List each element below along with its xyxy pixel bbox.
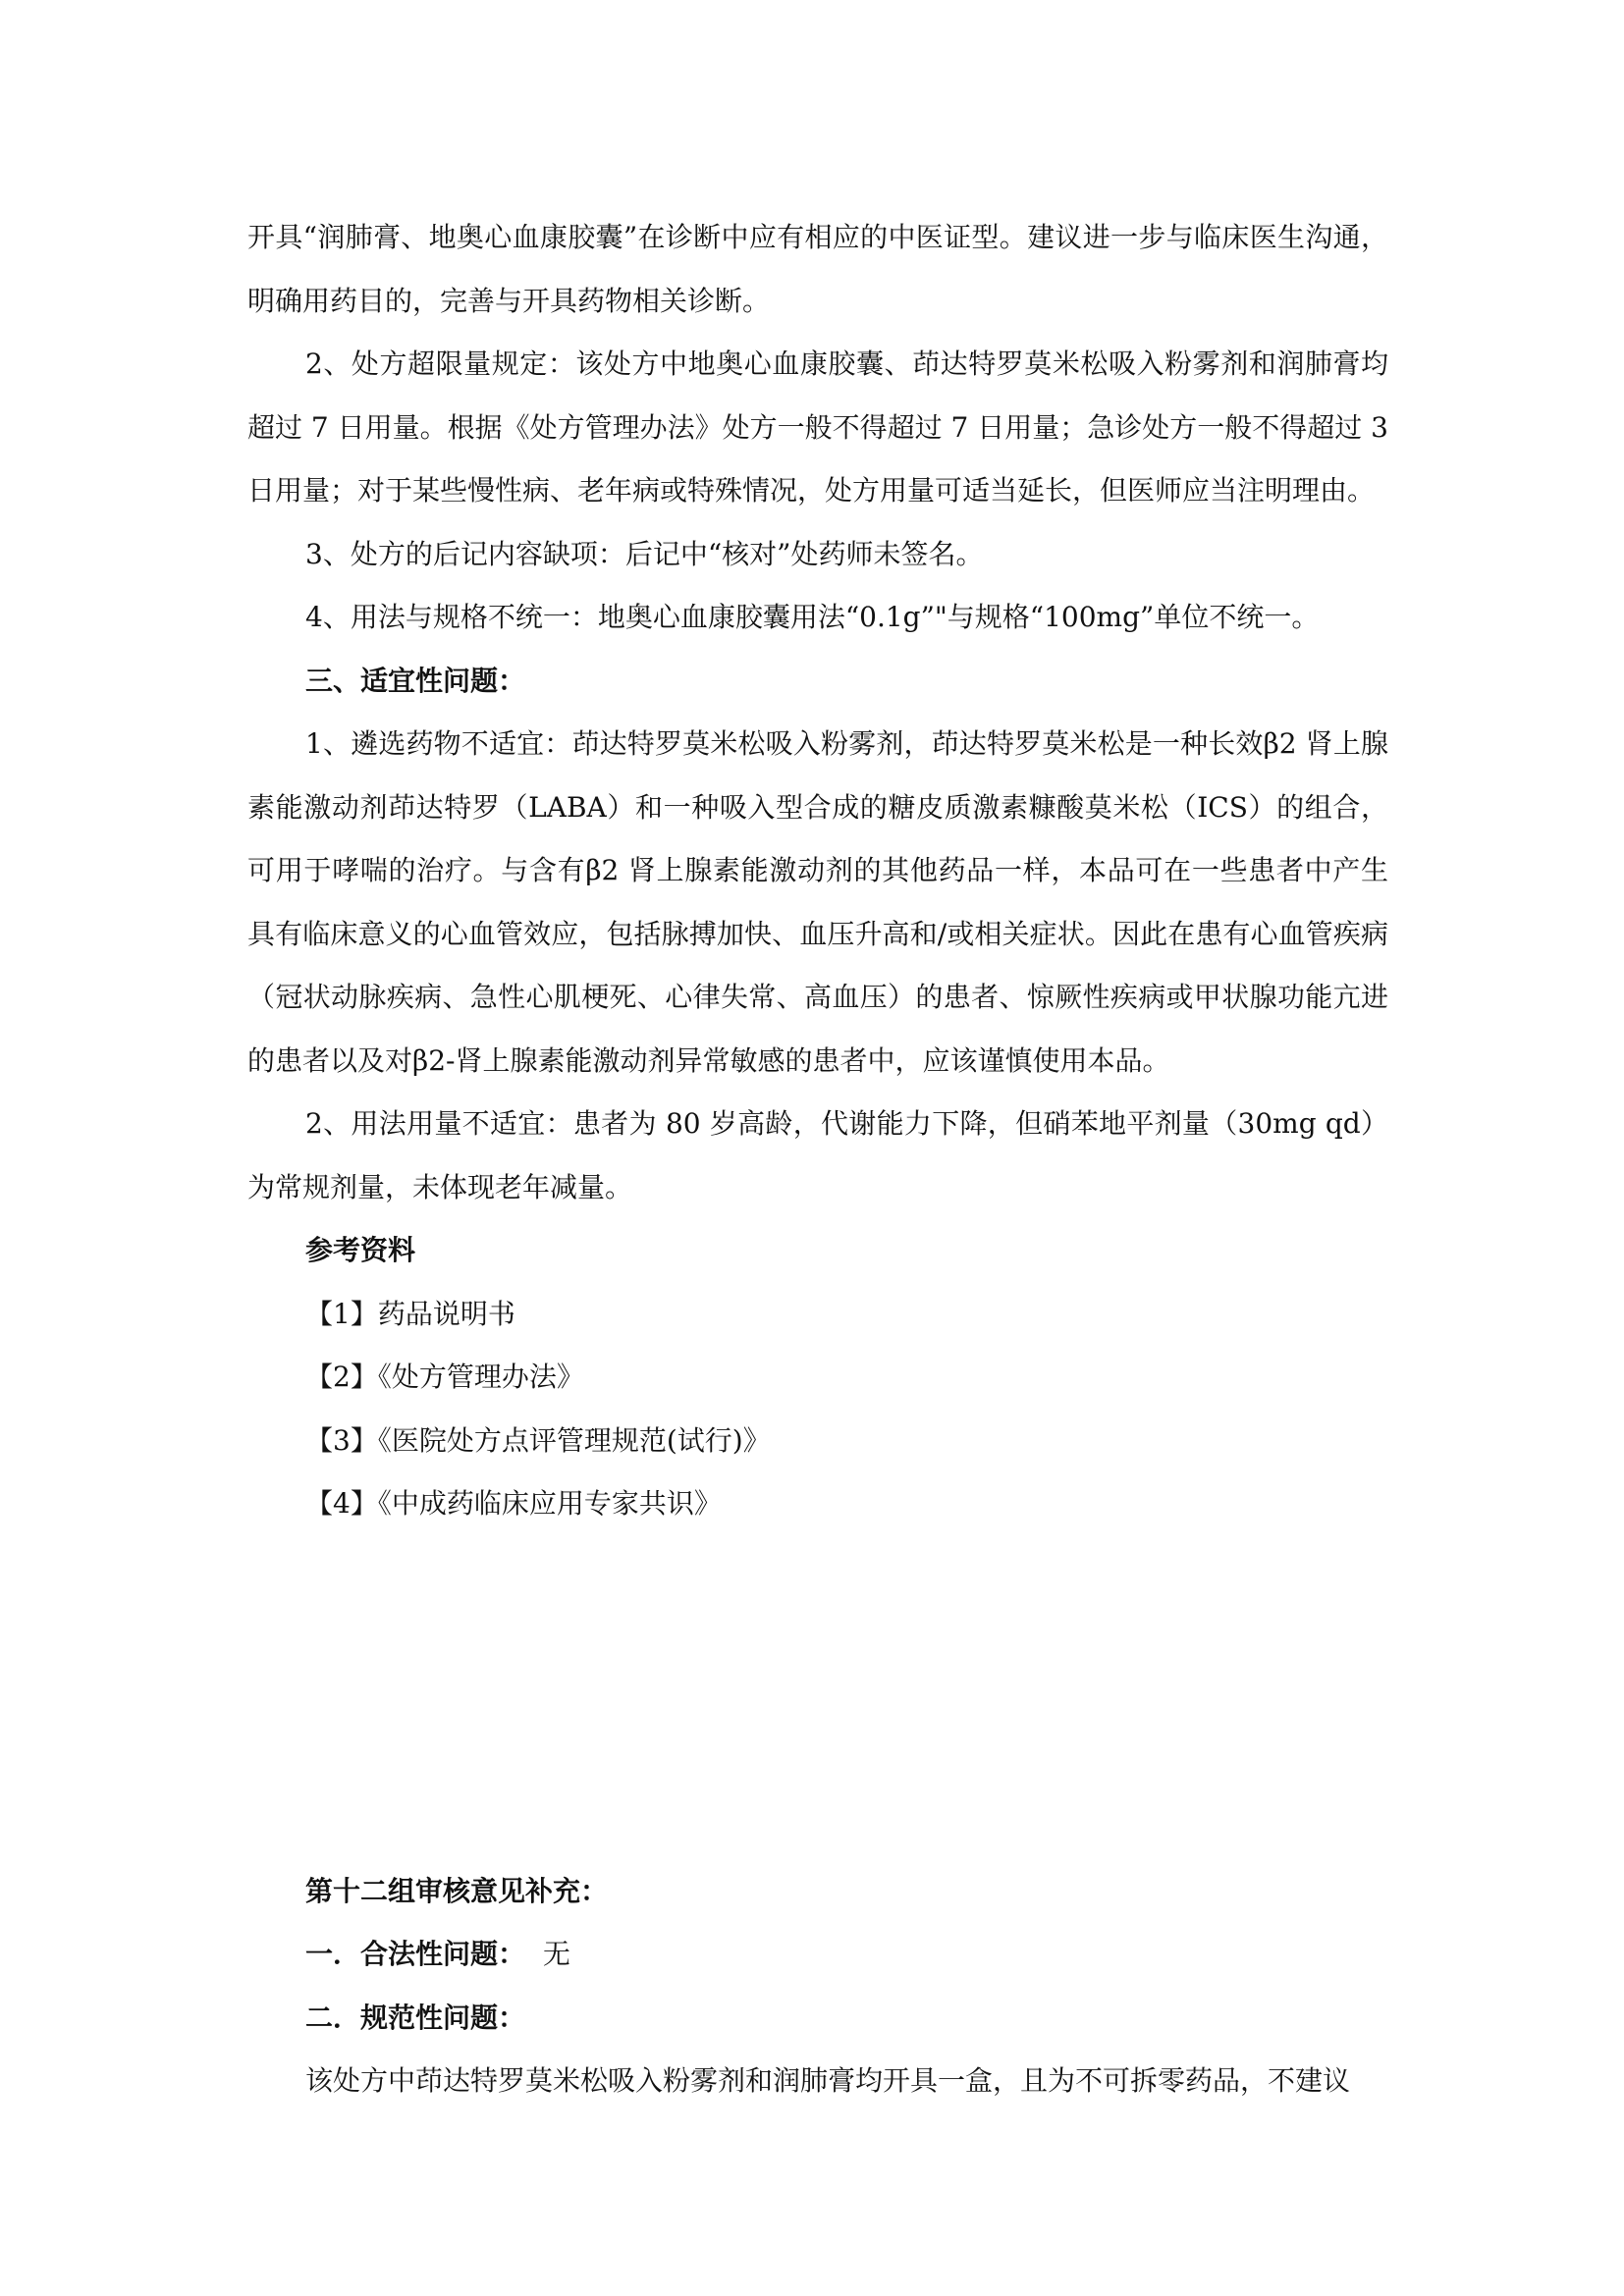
normative-heading: 二．规范性问题： [305, 2001, 526, 2034]
postscript-item: 3、处方的后记内容缺项：后记中“核对”处药师未签名。 [305, 537, 984, 570]
legality-value: 无 [525, 1938, 570, 1970]
normative-text: 该处方中茚达特罗莫米松吸入粉雾剂和润肺膏均开具一盒，且为不可拆零药品，不建议 [305, 2064, 1351, 2097]
appropriateness-heading: 三、适宜性问题： [305, 664, 526, 697]
reference-item: 【4】《中成药临床应用专家共识》 [305, 1487, 722, 1520]
references-heading: 参考资料 [305, 1234, 416, 1266]
dosage-item: 2、用法用量不适宜：患者为 80 岁高龄，代谢能力下降，但硝苯地平剂量（30mg qd）为常规剂量，未体现老年减量。 [247, 1107, 1388, 1203]
reference-item: 【3】《医院处方点评管理规范(试行)》 [305, 1423, 771, 1457]
group12-heading: 第十二组审核意见补充： [305, 1874, 609, 1907]
legality-label: 一．合法性问题： [305, 1938, 526, 1970]
legality-line [247, 1923, 1388, 1987]
blank-gap [247, 1536, 1388, 1860]
quantity-limit-item: 2、处方超限量规定：该处方中地奥心血康胶囊、茚达特罗莫米松吸入粉雾剂和润肺膏均超过 7 日用量。根据《处方管理办法》处方一般不得超过 7 日用量；急诊处方一般不得超过 3 日用量；对于某些慢性病、老年病或特殊情况，处方用量可适当延长，但医师应当注明理由。 [247, 347, 1397, 507]
document-page [247, 206, 1397, 2113]
drug-selection-item: 1、遴选药物不适宜：茚达特罗莫米松吸入粉雾剂，茚达特罗莫米松是一种长效β2 肾上腺素能激动剂茚达特罗（LABA）和一种吸入型合成的糖皮质激素糠酸莫米松（ICS）的组合，可用于哮喘的治疗。与含有β2 肾上腺素能激动剂的其他药品一样，本品可在一些患者中产生具有临床意义的心血管效应，包括脉搏加快、血压升高和/或相关症状。因此在患有心血管疾病（冠状动脉疾病、急性心肌梗死、心律失常、高血压）的患者、惊厥性疾病或甲状腺功能亢进的患者以及对β2-肾上腺素能激动剂异常敏感的患者中，应该谨慎使用本品。 [247, 727, 1388, 1077]
reference-item: 【2】《处方管理办法》 [305, 1361, 584, 1393]
dosage-spec-item: 4、用法与规格不统一：地奥心血康胶囊用法“0.1g”"与规格“100mg”单位不统一。 [305, 601, 1320, 633]
reference-item: 【1】药品说明书 [305, 1297, 515, 1330]
continued-paragraph: 开具“润肺膏、地奥心血康胶囊”在诊断中应有相应的中医证型。建议进一步与临床医生沟通，明确用药目的，完善与开具药物相关诊断。 [247, 221, 1388, 317]
